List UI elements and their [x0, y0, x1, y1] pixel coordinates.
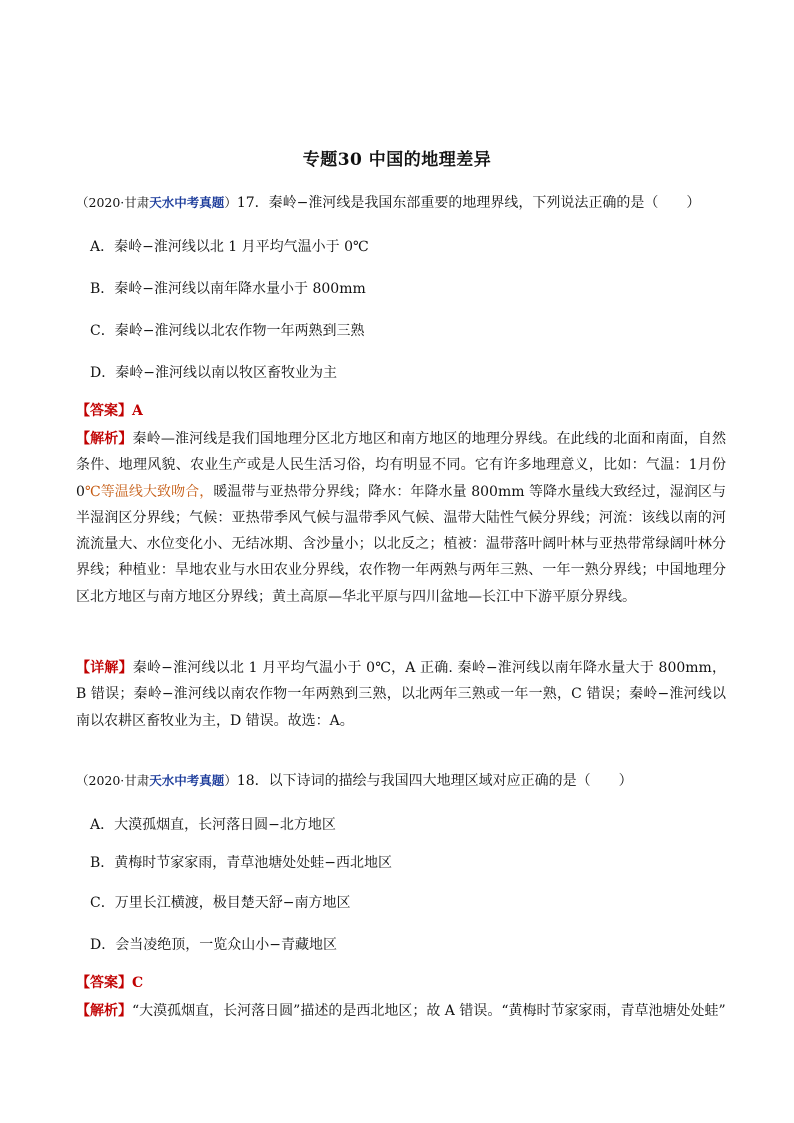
option-d: D．会当凌绝顶，一览众山小−青藏地区	[90, 937, 337, 953]
analysis-18: 【解析】“大漠孤烟直，长河落日圆”描述的是西北地区；故 A 错误。“黄梅时节家家雨，青草池塘处处蛙”	[76, 1003, 726, 1019]
question-17-stem: （2020·甘肃天水中考真题）17．秦岭−淮河线是我国东部重要的地理界线，下列说法正确的是（ ）	[76, 195, 701, 211]
question-source: （2020·甘肃天水中考真题）	[76, 195, 237, 210]
option-c: C．万里长江横渡，极目楚天舒−南方地区	[90, 895, 351, 911]
question-source: （2020·甘肃天水中考真题）	[76, 773, 237, 788]
option-b: B．黄梅时节家家雨，青草池塘处处蛙−西北地区	[90, 855, 393, 871]
detail-17: 【详解】秦岭−淮河线以北 1 月平均气温小于 0℃，A 正确. 秦岭−淮河线以南年降水量大于 800mm，B 错误；秦岭−淮河线以南农作物一年两熟到三熟，以北两年三熟或一年一熟，C 错误；秦岭−淮河线以南以农耕区畜牧业为主，D 错误。故选：A。	[76, 660, 726, 729]
option-d: D．秦岭−淮河线以南以牧区畜牧业为主	[90, 365, 337, 381]
option-b: B．秦岭−淮河线以南年降水量小于 800mm	[90, 281, 366, 297]
option-a: A．大漠孤烟直，长河落日圆−北方地区	[90, 817, 336, 833]
answer-18: 【答案】C	[76, 975, 144, 991]
answer-17: 【答案】A	[76, 403, 143, 419]
analysis-17: 【解析】秦岭—淮河线是我们国地理分区北方地区和南方地区的地理分界线。在此线的北面和南面，自然条件、地理风貌、农业生产或是人民生活习俗，均有明显不同。它有许多地理意义，比如：气温：1月份0℃等温线大致吻合，暖温带与亚热带分界线；降水：年降水量 800mm 等降水量线大致经过，湿润区与半湿润区分界线；气候：亚热带季风气候与温带季风气候、温带大陆性气候分界线；河流：该线以南的河流流量大、水位变化小、无结冰期、含沙量小；以北反之；植被：温带落叶阔叶林与亚热带常绿阔叶林分界线；种植业：旱地农业与水田农业分界线，农作物一年两熟与两年三熟、一年一熟分界线；中国地理分区北方地区与南方地区分界线；黄土高原—华北平原与四川盆地—长江中下游平原分界线。	[76, 431, 727, 605]
question-18-stem: （2020·甘肃天水中考真题）18．以下诗词的描绘与我国四大地理区域对应正确的是（ ）	[76, 773, 633, 789]
option-a: A．秦岭−淮河线以北 1 月平均气温小于 0℃	[90, 239, 369, 255]
page-title: 专题30 中国的地理差异	[302, 150, 492, 170]
option-c: C．秦岭−淮河线以北农作物一年两熟到三熟	[90, 323, 365, 339]
